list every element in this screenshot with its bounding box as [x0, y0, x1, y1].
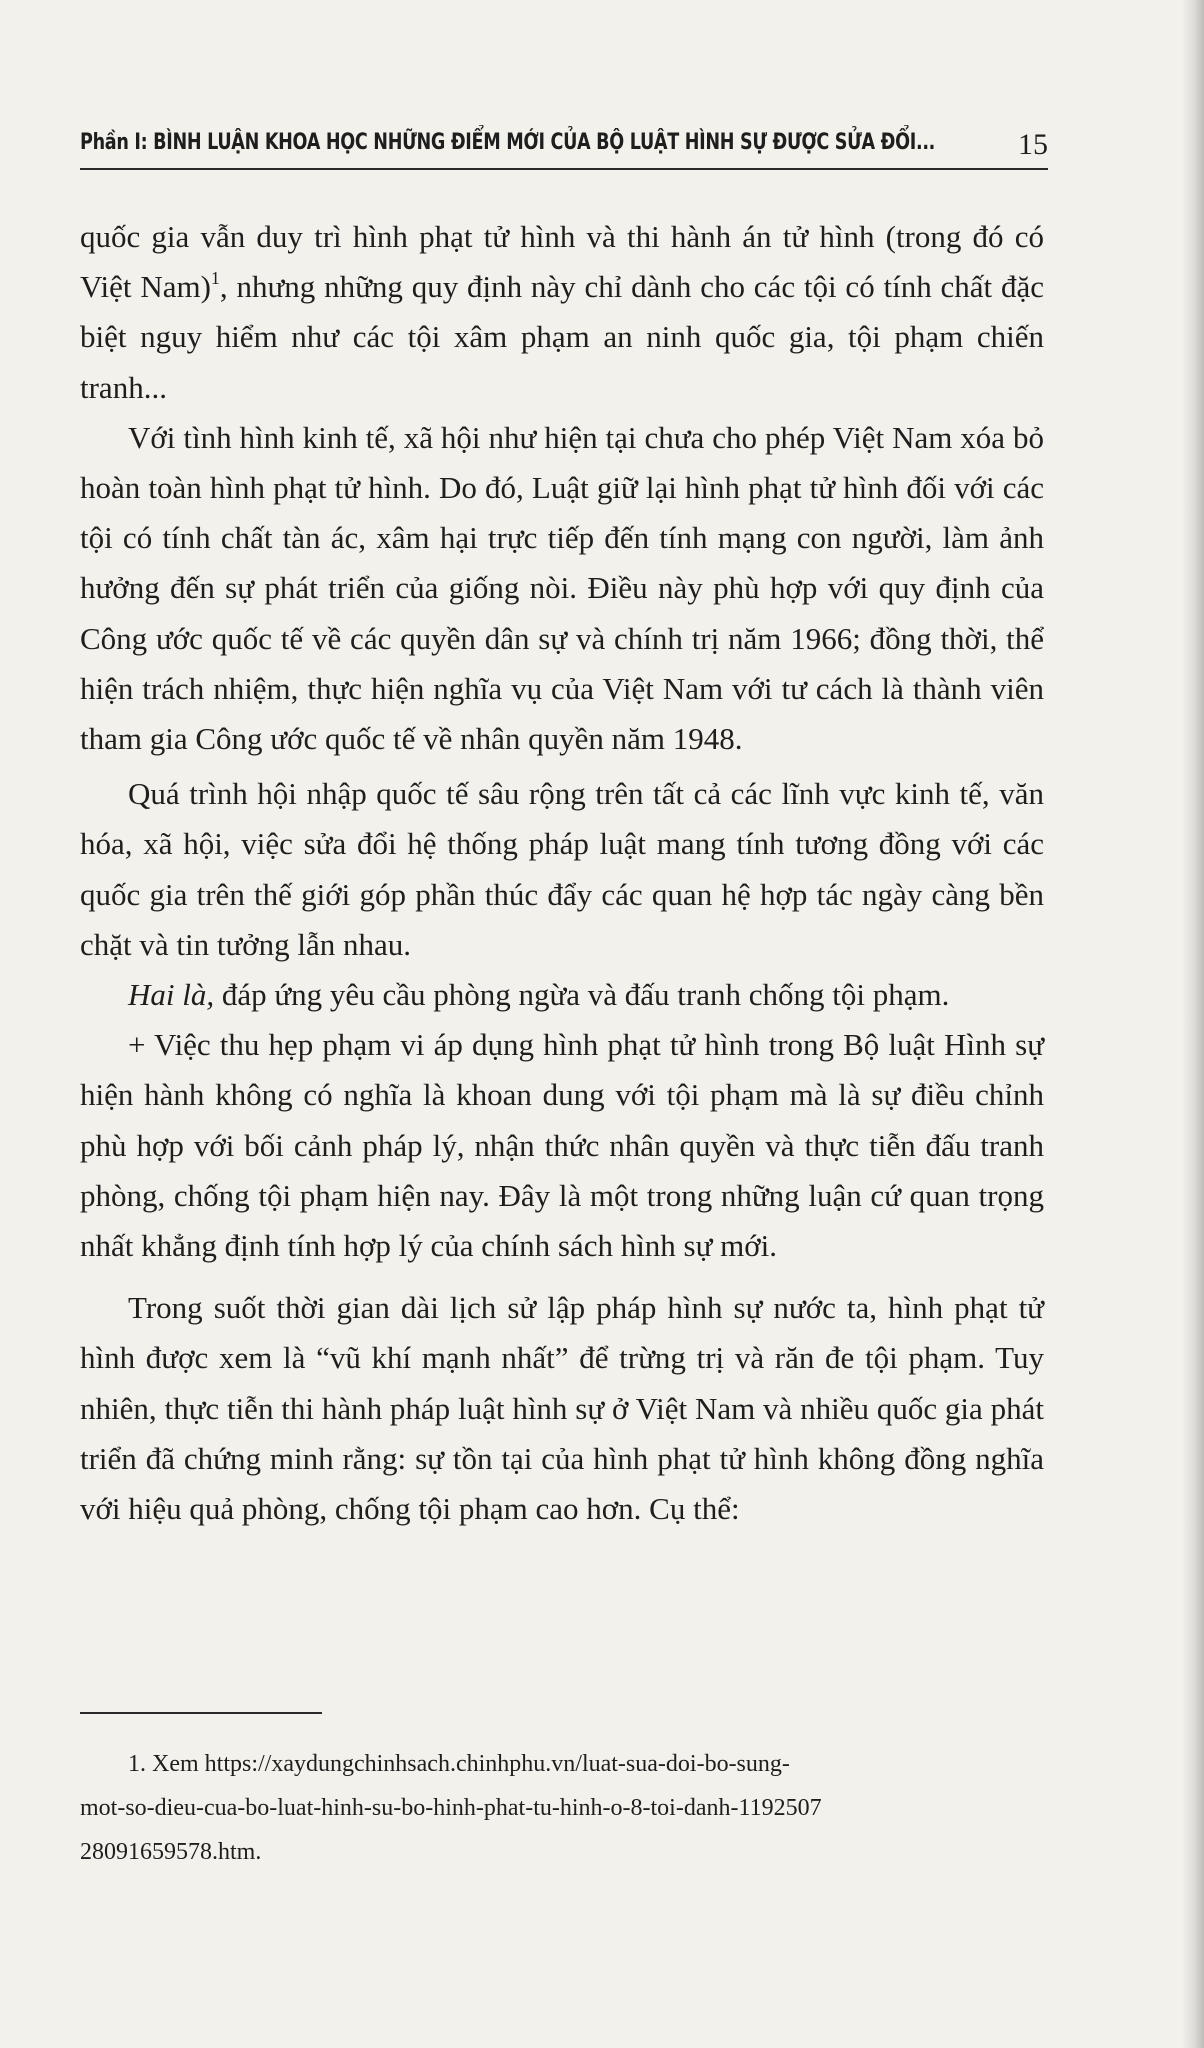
footnote-ref: 1 — [210, 267, 220, 288]
footnote-line-2: mot-so-dieu-cua-bo-luat-hinh-su-bo-hinh-phat-tu-hinh-o-8-toi-danh-1192507 — [80, 1795, 822, 1821]
paragraph-1-text-a: quốc gia vẫn duy trì hình phạt tử hình và thi hành án tử hình (trong đó có Việt Nam) — [80, 219, 1044, 305]
footnote-line-3: 28091659578.htm. — [80, 1839, 262, 1865]
paragraph-5: + Việc thu hẹp phạm vi áp dụng hình phạt tử hình trong Bộ luật Hình sự hiện hành không có nghĩa là khoan dung với tội phạm mà là sự điều chỉnh phù hợp với bối cảnh pháp lý, nhận thức nhân quyền và thực tiễn đấu tranh phòng, chống tội phạm hiện nay. Đây là một trong những luận cứ quan trọng nhất khẳng định tính hợp lý của chính sách hình sự mới. — [80, 1027, 1044, 1264]
paragraph-6: Trong suốt thời gian dài lịch sử lập pháp hình sự nước ta, hình phạt tử hình được xem là “vũ khí mạnh nhất” để trừng trị và răn đe tội phạm. Tuy nhiên, thực tiễn thi hành pháp luật hình sự ở Việt Nam và nhiều quốc gia phát triển đã chứng minh rằng: sự tồn tại của hình phạt tử hình không đồng nghĩa với hiệu quả phòng, chống tội phạm cao hơn. Cụ thể: — [80, 1290, 1044, 1527]
running-header — [80, 128, 1048, 170]
footnote-divider — [80, 1712, 322, 1714]
footnote — [80, 1742, 1044, 1874]
page-number: 15 — [1018, 128, 1048, 161]
header-title: Phần I: BÌNH LUẬN KHOA HỌC NHỮNG ĐIỂM MỚI CỦA BỘ LUẬT HÌNH SỰ ĐƯỢC SỬA ĐỔI... — [80, 130, 936, 155]
paragraph-2: Với tình hình kinh tế, xã hội như hiện tại chưa cho phép Việt Nam xóa bỏ hoàn toàn hình phạt tử hình. Do đó, Luật giữ lại hình phạt tử hình đối với các tội có tính chất tàn ác, xâm hại trực tiếp đến tính mạng con người, làm ảnh hưởng đến sự phát triển của giống nòi. Điều này phù hợp với quy định của Công ước quốc tế về các quyền dân sự và chính trị năm 1966; đồng thời, thể hiện trách nhiệm, thực hiện nghĩa vụ của Việt Nam với tư cách là thành viên tham gia Công ước quốc tế về nhân quyền năm 1948. — [80, 419, 1044, 757]
paragraph-4-italic: Hai là, — [128, 977, 215, 1013]
footnote-line-1: 1. Xem https://xaydungchinhsach.chinhphu.vn/luat-sua-doi-bo-sung- — [128, 1751, 790, 1777]
paragraph-1 — [80, 212, 1044, 413]
page-edge-shadow — [1182, 0, 1204, 2048]
body-text — [80, 212, 1044, 1534]
paragraph-3: Quá trình hội nhập quốc tế sâu rộng trên tất cả các lĩnh vực kinh tế, văn hóa, xã hội, việc sửa đổi hệ thống pháp luật mang tính tương đồng với các quốc gia trên thế giới góp phần thúc đẩy các quan hệ hợp tác ngày càng bền chặt và tin tưởng lẫn nhau. — [80, 776, 1044, 962]
paragraph-4-text: đáp ứng yêu cầu phòng ngừa và đấu tranh chống tội phạm. — [214, 977, 950, 1013]
paragraph-4 — [80, 970, 1044, 1020]
paragraph-1-text-b: , nhưng những quy định này chỉ dành cho các tội có tính chất đặc biệt nguy hiểm như các tội xâm phạm an ninh quốc gia, tội phạm chiến tranh... — [80, 269, 1044, 405]
